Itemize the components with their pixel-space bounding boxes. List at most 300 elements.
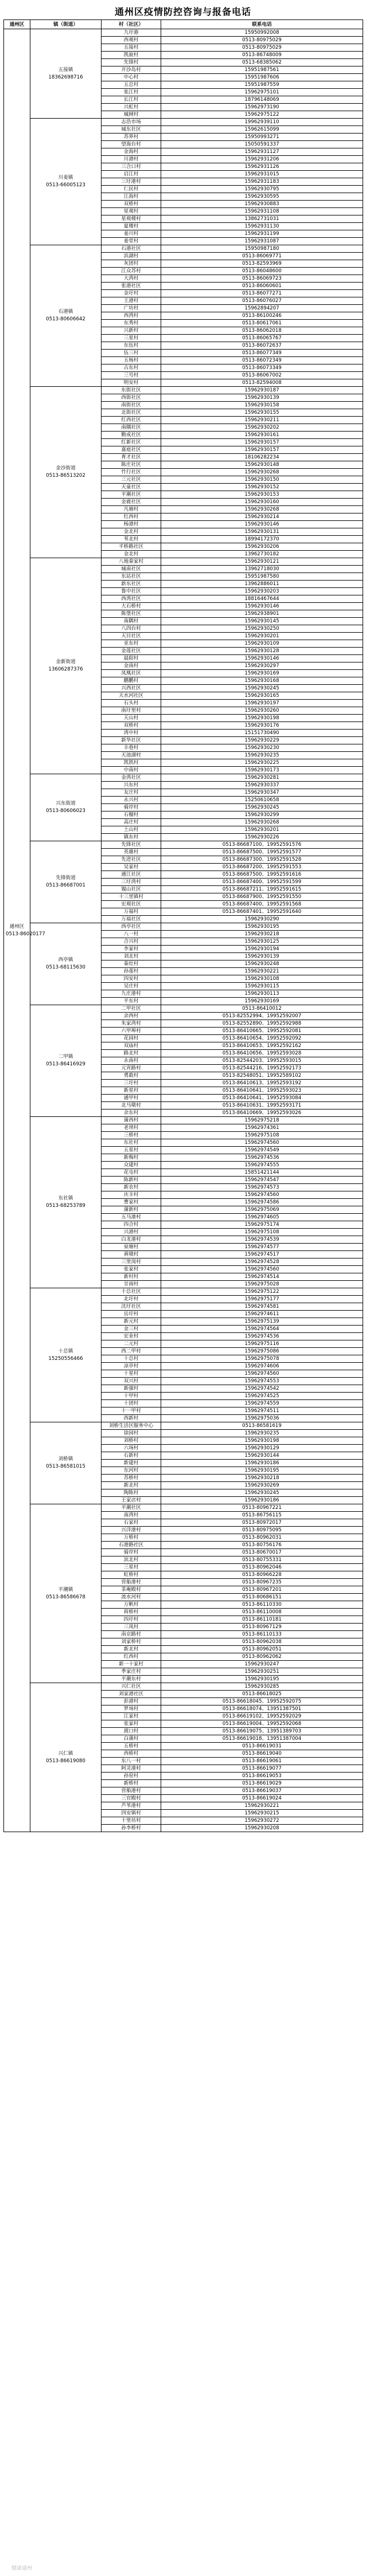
village-cell: 开沙岛村 (102, 66, 161, 74)
village-cell: 四安村 (102, 975, 161, 983)
village-cell: 流水河村 (102, 1594, 161, 1601)
town-phone: 0513-86581015 (46, 1464, 85, 1469)
phone-cell: 15962930290 (161, 916, 363, 923)
town-phone: 0513-66005123 (46, 182, 85, 188)
phone-cell: 0513-82544216、19952592173 (161, 1065, 363, 1072)
phone-cell: 0513-86077349 (161, 350, 363, 357)
district-phone: 0513-86020177 (6, 931, 45, 937)
phone-cell: 13962730182 (161, 551, 363, 558)
village-cell: 湾中村 (102, 730, 161, 737)
page-title: 通州区疫情防控咨询与报备电话 (114, 6, 251, 17)
village-cell: 西街社区 (102, 394, 161, 402)
phone-cell: 15962930230 (161, 744, 363, 752)
village-cell: 育才社区 (102, 454, 161, 461)
phone-cell: 15962931126 (161, 163, 363, 171)
phone-cell: 15962894207 (161, 305, 363, 312)
phone-cell: 0513-80617061 (161, 320, 363, 327)
phone-cell: 15962930229 (161, 737, 363, 744)
phone-cell: 0513-86067002 (161, 372, 363, 379)
village-cell: 万桥村 (102, 1534, 161, 1542)
phone-cell: 15962930203 (161, 588, 363, 595)
phone-cell: 15962930206 (161, 543, 363, 551)
village-cell: 花园村 (102, 1035, 161, 1042)
phone-cell: 0513-80670017 (161, 1549, 363, 1556)
village-cell: 骑岸村 (102, 1549, 161, 1556)
phone-cell: 15962930146 (161, 603, 363, 610)
phone-cell: 15962930225 (161, 759, 363, 767)
phone-cell: 15962931130 (161, 223, 363, 230)
phone-cell: 0513-86687400、19952591599 (161, 879, 363, 886)
village-cell: 庆丰村 (102, 1191, 161, 1199)
town-cell (30, 387, 102, 558)
phone-cell: 0513-86619061 (161, 1758, 363, 1765)
phone-cell: 19962939110 (161, 119, 363, 126)
table-row (4, 1288, 363, 1296)
village-cell: 五总村 (102, 81, 161, 89)
phone-cell: 15962974536 (161, 1154, 363, 1162)
village-cell: 余西村 (102, 1013, 161, 1020)
village-cell: 陶陈村 (102, 1489, 161, 1497)
village-cell: 石头村 (102, 700, 161, 707)
village-cell: 季家庄村 (102, 1668, 161, 1676)
phone-cell: 15962930250 (161, 625, 363, 633)
village-cell: 张江村 (102, 89, 161, 96)
village-cell: 九庄港村 (102, 990, 161, 998)
phone-cell: 15962931108 (161, 208, 363, 215)
phone-cell: 15962974528 (161, 1258, 363, 1266)
phone-cell: 0513-86072349 (161, 357, 363, 364)
phone-cell: 0513-86110133 (161, 1631, 363, 1638)
village-cell: 南京路村 (102, 1631, 161, 1638)
phone-cell: 15962930247 (161, 1661, 363, 1668)
phone-cell: 15962975139 (161, 1318, 363, 1326)
phone-cell: 18106282234 (161, 454, 363, 461)
phone-cell: 0513-80967235 (161, 1579, 363, 1586)
town-phone: 0513-68253789 (46, 1203, 85, 1209)
phone-cell: 0513-86410656、19952593028 (161, 1050, 363, 1057)
village-cell: 新华社区 (102, 737, 161, 744)
phone-cell: 0513-80966228 (161, 1571, 363, 1579)
phone-cell: 0513-86756115 (161, 1512, 363, 1519)
village-cell: 永南村 (102, 1057, 161, 1065)
village-cell: 星观楼村 (102, 215, 161, 223)
village-cell: 平东村 (102, 998, 161, 1005)
village-cell: 兴洋港村 (102, 1527, 161, 1534)
village-cell: 万福社区 (102, 916, 161, 923)
phone-cell: 15962930198 (161, 1437, 363, 1445)
village-cell: 三星村 (102, 335, 161, 342)
phone-cell: 0513-82552994、19952592007 (161, 1013, 363, 1020)
phone-cell: 0513-86687211、19952591615 (161, 886, 363, 893)
village-cell: 西桥村 (102, 1750, 161, 1758)
town-phone: 0513-68115630 (46, 964, 85, 970)
phone-cell: 0513-86687900、19952591550 (161, 893, 363, 901)
phone-cell: 0513-86410641、19952593023 (161, 1087, 363, 1095)
phone-cell: 0513-80975029 (161, 44, 363, 52)
village-cell: 十总村 (102, 1355, 161, 1363)
phone-cell: 15962930251 (161, 1668, 363, 1676)
phone-cell: 15962930169 (161, 670, 363, 677)
phone-cell: 15962974577 (161, 1244, 363, 1251)
phone-cell: 15962931183 (161, 178, 363, 186)
phone-cell: 15951987559 (161, 81, 363, 89)
village-cell: 王港村 (102, 297, 161, 305)
phone-cell: 15962974536 (161, 1333, 363, 1340)
village-cell: 凡塘村 (102, 506, 161, 513)
village-cell: 三凤村 (102, 1624, 161, 1631)
village-cell: 新元村 (102, 1318, 161, 1326)
phone-cell: 15050591337 (161, 141, 363, 148)
phone-cell: 0513-80975029 (161, 37, 363, 44)
phone-cell: 0513-86619040 (161, 1750, 363, 1758)
phone-cell: 15962930128 (161, 648, 363, 655)
town-cell (30, 1117, 102, 1288)
village-cell: 苇北村 (102, 536, 161, 543)
village-cell: 万福村 (102, 908, 161, 916)
village-cell: 江海村 (102, 193, 161, 201)
town-name: 二甲镇 (58, 1054, 73, 1060)
village-cell: 彭港村 (102, 1698, 161, 1705)
phone-cell: 0513-80962046 (161, 1564, 363, 1571)
phone-cell: 18796148069 (161, 96, 363, 104)
village-cell: 平潮东村 (102, 1676, 161, 1683)
village-cell: 凉亭村 (102, 1363, 161, 1370)
village-cell: 余东村 (102, 1109, 161, 1117)
town-name: 先锋街道 (56, 875, 76, 881)
village-cell: 老坝村 (102, 1124, 161, 1132)
village-cell: 勇敢村 (102, 1072, 161, 1080)
village-cell: 东站社区 (102, 573, 161, 581)
village-cell: 万帆村 (102, 1601, 161, 1609)
phone-cell: 0513-86077271 (161, 290, 363, 297)
village-cell: 苏界村 (102, 134, 161, 141)
phone-cell: 0513-86410653、19952592162 (161, 1042, 363, 1050)
village-cell: 刘家桥村 (102, 1638, 161, 1646)
phone-cell: 15962974611 (161, 1311, 363, 1318)
village-cell: 石家村 (102, 1519, 161, 1527)
phone-cell: 0513-86687400、19952591568 (161, 901, 363, 908)
phone-cell: 0513-86619029 (161, 1780, 363, 1787)
phone-cell: 0513-80755331 (161, 1556, 363, 1564)
phone-cell: 15962930152 (161, 484, 363, 491)
village-cell: 荷桥村 (102, 1609, 161, 1616)
town-name: 东社镇 (58, 1195, 73, 1201)
town-phone: 0513-86619080 (46, 1758, 85, 1764)
phone-cell: 15151730490 (161, 730, 363, 737)
village-cell: 石港路社区 (102, 1542, 161, 1549)
village-cell: 五马港村 (102, 1214, 161, 1221)
phone-cell: 15962930146 (161, 521, 363, 528)
phone-cell: 15962930176 (161, 722, 363, 730)
village-cell: 江众苏村 (102, 268, 161, 275)
village-cell: 茶庵殿村 (102, 1586, 161, 1594)
village-cell: 红西村 (102, 1653, 161, 1661)
village-cell: 北马墩村 (102, 1102, 161, 1109)
village-cell: 沈圩社区 (102, 1303, 161, 1311)
phone-cell: 0513-86618045、19952592075 (161, 1698, 363, 1705)
phone-cell: 15962975218 (161, 1117, 363, 1124)
town-cell (30, 841, 102, 923)
town-cell (30, 1288, 102, 1422)
phone-cell: 0513-86410654、19952592092 (161, 1035, 363, 1042)
town-cell (30, 1422, 102, 1504)
phone-cell: 0513-82548051、19952589102 (161, 1072, 363, 1080)
phone-cell: 0513-86073349 (161, 364, 363, 372)
table-row (4, 774, 363, 782)
town-cell (30, 774, 102, 841)
village-cell: 鹏鹏村 (102, 677, 161, 685)
village-cell: 双庙村 (102, 1042, 161, 1050)
phone-cell: 15962930108 (161, 975, 363, 983)
phone-cell: 15962975122 (161, 111, 363, 119)
village-cell: 勤成社区 (102, 432, 161, 439)
phone-cell: 15962930218 (161, 931, 363, 938)
village-cell: 十甲村 (102, 1393, 161, 1400)
village-cell: 花屯村 (102, 1169, 161, 1177)
village-cell: 凯凯村 (102, 759, 161, 767)
table-row (4, 1117, 363, 1124)
village-cell: 新星村 (102, 1087, 161, 1095)
village-cell: 红西社区 (102, 417, 161, 424)
table-row (4, 1683, 363, 1691)
village-cell: 众建村 (102, 1162, 161, 1169)
phone-cell: 15962930186 (161, 1497, 363, 1504)
phone-cell: 15962974560 (161, 1139, 363, 1147)
village-cell: 元宵路村 (102, 1065, 161, 1072)
table-row (4, 841, 363, 849)
district-cell (4, 29, 45, 1832)
village-cell: 白蒲村 (102, 1735, 161, 1743)
village-cell: 东社村 (102, 1139, 161, 1147)
village-cell: 吴庄村 (102, 983, 161, 990)
phone-cell: 0513-80756176 (161, 1542, 363, 1549)
village-cell: 永兴村 (102, 797, 161, 804)
phone-cell: 15962931127 (161, 148, 363, 156)
phone-cell: 0513-80686151 (161, 1594, 363, 1601)
phone-cell: 0513-86072637 (161, 342, 363, 350)
phone-cell: 15950987180 (161, 245, 363, 253)
village-cell: 六甲埠村 (102, 1028, 161, 1035)
village-cell: 通江社区 (102, 871, 161, 879)
phone-cell: 15962975036 (161, 1415, 363, 1422)
phone-cell: 15962975116 (161, 1340, 363, 1348)
phone-cell: 0513-86687300、19952591528 (161, 856, 363, 864)
phone-cell: 0513-86410669、19952593026 (161, 1109, 363, 1117)
phone-cell: 15962974547 (161, 1177, 363, 1184)
village-cell: 岳圩村 (102, 1311, 161, 1318)
phone-cell: 15962975122 (161, 1288, 363, 1296)
phone-cell: 0513-86048600 (161, 268, 363, 275)
phone-cell: 15962930160 (161, 499, 363, 506)
phone-cell: 15962974573 (161, 1184, 363, 1191)
phone-cell: 0513-86069723 (161, 275, 363, 283)
phone-cell: 0513-86410665、19952592081 (161, 1028, 363, 1035)
phone-cell: 15962930214 (161, 513, 363, 521)
phone-cell: 15962930145 (161, 618, 363, 625)
village-cell: 芦苇港村 (102, 1802, 161, 1810)
village-cell: 甘雨村 (102, 1281, 161, 1288)
phone-cell: 15950992008 (161, 29, 363, 37)
phone-cell: 0513-86110181 (161, 1616, 363, 1624)
village-cell: 城闸村 (102, 111, 161, 119)
phone-cell: 0513-86581619 (161, 1422, 363, 1430)
village-cell: 孙李桥村 (102, 1825, 161, 1832)
village-cell: 金湾社区 (102, 774, 161, 782)
phone-cell: 15962975028 (161, 1281, 363, 1288)
village-cell: 新一十家村 (102, 1661, 161, 1668)
village-cell: 镇东村 (102, 834, 161, 841)
village-cell: 八一村 (102, 931, 161, 938)
village-cell: 新建村 (102, 1460, 161, 1467)
village-cell: 东秀村 (102, 320, 161, 327)
village-cell: 天水河社区 (102, 692, 161, 700)
phone-cell: 15962974560 (161, 1191, 363, 1199)
phone-cell: 15962930595 (161, 193, 363, 201)
village-cell: 启江村 (102, 171, 161, 178)
phone-cell: 0513-86410641、19952593084 (161, 1095, 363, 1102)
town-name: 平潮镇 (58, 1586, 73, 1593)
phone-cell: 0513-80962062 (161, 1653, 363, 1661)
village-cell: 天目社区 (102, 633, 161, 640)
phone-cell: 15962930245 (161, 804, 363, 811)
village-cell: 兴虹村 (102, 104, 161, 111)
phone-cell: 15962930248 (161, 960, 363, 968)
village-cell: 金南村 (102, 662, 161, 670)
village-cell: 双兴村 (102, 1378, 161, 1385)
village-cell: 石港社区 (102, 245, 161, 253)
phone-cell: 15962930197 (161, 700, 363, 707)
village-cell: 秦灶村 (102, 960, 161, 968)
village-cell: 鲁中社区 (102, 588, 161, 595)
village-cell: 东街社区 (102, 387, 161, 394)
phone-cell: 0513-86619077 (161, 1765, 363, 1773)
phone-cell: 0513-86110330 (161, 1601, 363, 1609)
phone-cell: 15962930202 (161, 424, 363, 432)
town-phone: 0513-86513202 (46, 473, 85, 479)
village-cell: 仁民村 (102, 186, 161, 193)
phone-cell: 15962930221 (161, 968, 363, 975)
watermark: 健康通州 (11, 2566, 33, 2571)
phone-cell: 15962930226 (161, 834, 363, 841)
town-cell (30, 1504, 102, 1683)
village-cell: 新东社区 (102, 581, 161, 588)
header-district: 通州区 (4, 20, 30, 29)
phone-cell: 18816467644 (161, 595, 363, 603)
village-cell: 广坊村 (102, 305, 161, 312)
phone-cell: 15962930115 (161, 983, 363, 990)
phone-cell: 15962930260 (161, 707, 363, 715)
village-cell: 先锋社区 (102, 841, 161, 849)
table-row (4, 1005, 363, 1013)
phone-cell: 15962930148 (161, 461, 363, 469)
phone-cell: 15962930268 (161, 819, 363, 826)
phone-cell: 15962930221 (161, 1802, 363, 1810)
phone-cell: 15962930150 (161, 476, 363, 484)
village-cell: 新北村 (102, 1646, 161, 1653)
village-cell: 十星村 (102, 1370, 161, 1378)
phone-cell: 15962974560 (161, 1266, 363, 1273)
phone-cell: 15962930165 (161, 692, 363, 700)
phone-cell: 15962974514 (161, 1273, 363, 1281)
phone-cell: 15962930337 (161, 782, 363, 789)
village-cell: 双桥村 (102, 722, 161, 730)
phone-cell: 15962974511 (161, 1407, 363, 1415)
village-cell: 川港村 (102, 156, 161, 163)
phone-cell: 0513-80962051 (161, 1646, 363, 1653)
village-cell: 平潮社区 (102, 491, 161, 499)
phone-cell: 15951987580 (161, 573, 363, 581)
village-cell: 东八一村 (102, 1758, 161, 1765)
village-cell: 王家店村 (102, 1497, 161, 1504)
village-cell: 大湾村 (102, 275, 161, 283)
phone-cell: 0513-86410631、19952593171 (161, 1102, 363, 1109)
village-cell: 新北村 (102, 1482, 161, 1489)
table-row (4, 119, 363, 126)
village-cell: 宏观社区 (102, 901, 161, 908)
village-cell: 孙窑村 (102, 1773, 161, 1780)
phone-cell: 15962930186 (161, 1460, 363, 1467)
phone-cell: 0513-80967129 (161, 1624, 363, 1631)
village-cell: 三官殿村 (102, 1795, 161, 1802)
phone-cell: 0513-82544203、19952593015 (161, 1057, 363, 1065)
village-cell: 红西村 (102, 513, 161, 521)
table-row (4, 387, 363, 394)
table-row (4, 29, 363, 37)
village-cell: 古东村 (102, 364, 161, 372)
phone-cell: 15962930131 (161, 528, 363, 536)
town-phone: 15250556466 (48, 1355, 83, 1362)
town-phone: 18362698716 (48, 74, 83, 80)
village-cell: 南隅社区 (102, 424, 161, 432)
village-cell: 三圩湾村 (102, 879, 161, 886)
village-cell: 石新村 (102, 1452, 161, 1460)
village-cell: 二元村 (102, 1340, 161, 1348)
phone-cell: 15962975177 (161, 1296, 363, 1303)
phone-cell: 0513-86069771 (161, 253, 363, 260)
header-row (4, 20, 363, 29)
village-cell: 营船港村 (102, 1787, 161, 1795)
village-cell: 伍三村 (102, 350, 161, 357)
table-body (4, 29, 363, 1832)
village-cell: 五桥村 (102, 1743, 161, 1750)
village-cell: 西亭社区 (102, 923, 161, 931)
village-cell: 虹桥村 (102, 1571, 161, 1579)
phone-cell: 15962930109 (161, 640, 363, 648)
village-cell: 兴新村 (102, 327, 161, 335)
phone-cell: 0513-86410613、19952593192 (161, 1080, 363, 1087)
phone-cell: 15951987606 (161, 74, 363, 81)
village-cell: 合兴村 (102, 938, 161, 946)
phone-cell: 15962974564 (161, 1326, 363, 1333)
phone-cell: 15962974542 (161, 1385, 363, 1393)
phone-cell: 15962930272 (161, 1817, 363, 1825)
phone-cell: 15962930269 (161, 1482, 363, 1489)
town-phone: 0513-80606642 (46, 316, 85, 322)
village-cell: 南圩里村 (102, 707, 161, 715)
phone-cell: 0513-86076027 (161, 297, 363, 305)
village-cell: 城南社区 (102, 566, 161, 573)
town-cell (30, 29, 102, 119)
town-name: 西亭镇 (58, 957, 73, 963)
phone-cell: 15962930157 (161, 439, 363, 446)
village-cell: 张家村 (102, 1266, 161, 1273)
phone-cell: 15962975101 (161, 89, 363, 96)
phone-cell: 0513-86619037 (161, 1787, 363, 1795)
phone-cell: 13962886011 (161, 581, 363, 588)
table-row (4, 558, 363, 566)
village-cell: 西观村 (102, 37, 161, 44)
village-cell: 三号村 (102, 372, 161, 379)
